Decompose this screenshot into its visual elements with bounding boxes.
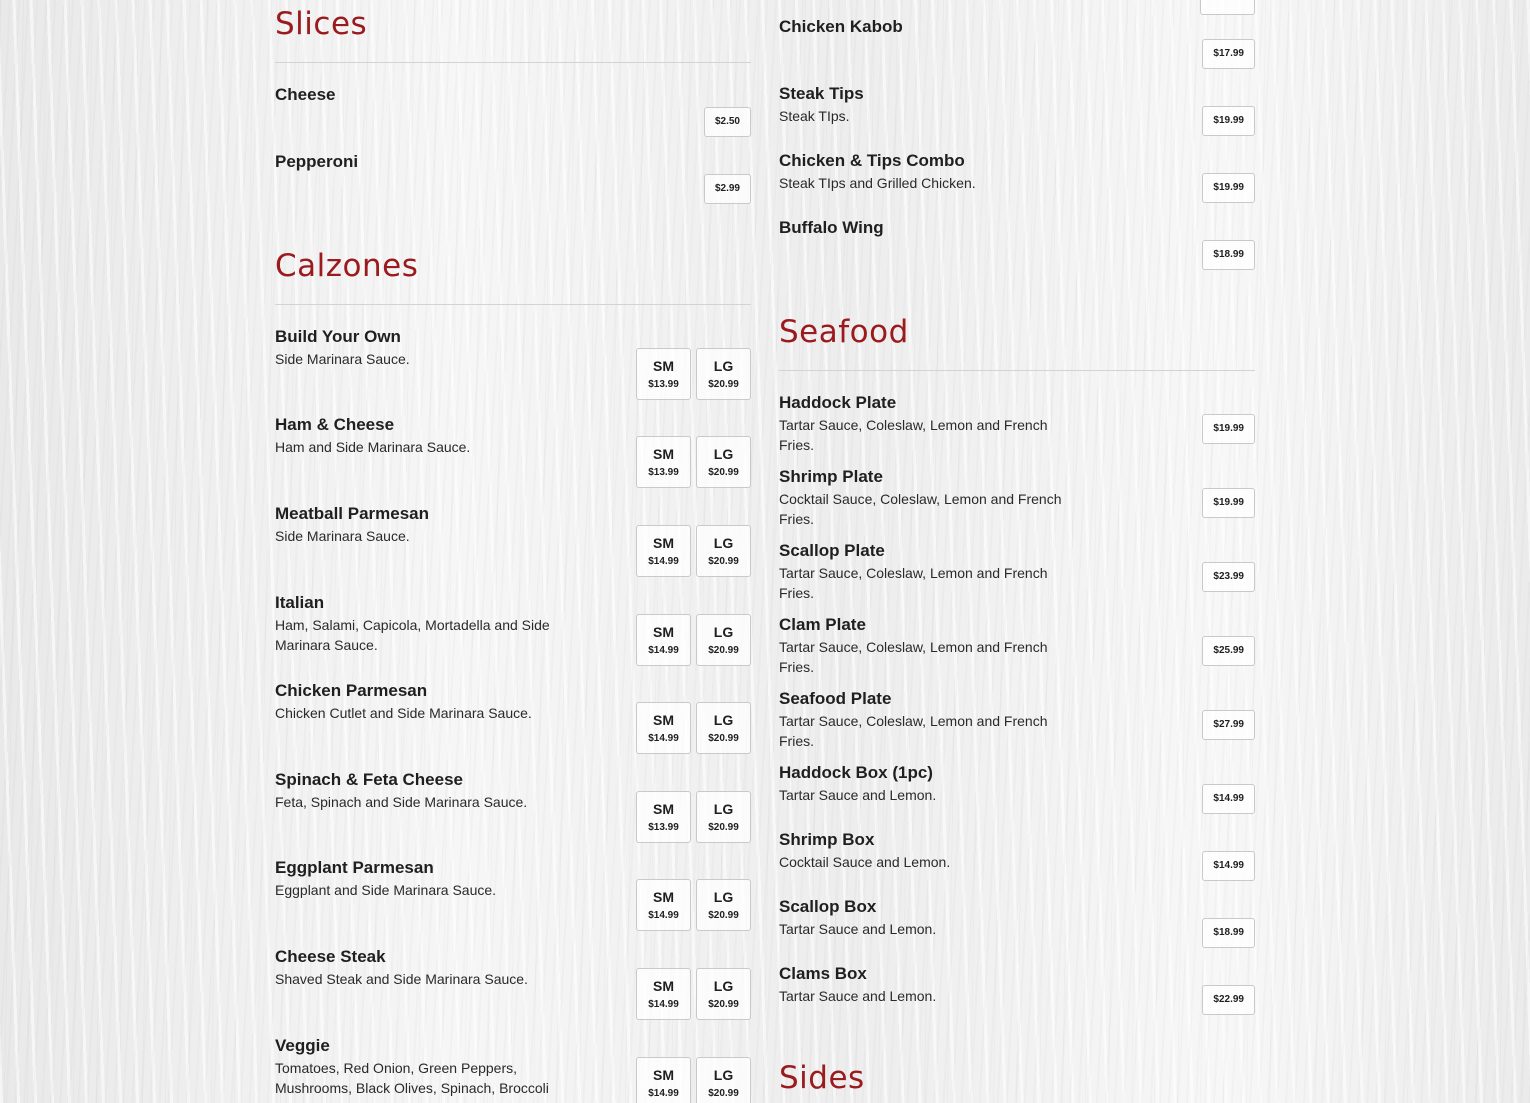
item-name: Cheese Steak [275, 947, 386, 966]
menu-item-calzone[interactable] [275, 947, 751, 1021]
size-price: $13.99 [648, 467, 679, 478]
item-description: Tartar Sauce and Lemon. [779, 988, 937, 1004]
size-label: SM [653, 889, 674, 905]
size-price-options [636, 614, 751, 666]
size-price-options [636, 525, 751, 577]
size-label: SM [653, 358, 674, 374]
price-button[interactable]: $18.99 [1202, 240, 1255, 270]
item-description: Tartar Sauce, Coleslaw, Lemon and French Fries. [779, 639, 1048, 675]
size-price: $14.99 [648, 733, 679, 744]
item-name: Chicken & Tips Combo [779, 151, 965, 170]
category-title-calzones: Calzones [275, 248, 419, 284]
item-name: Haddock Box (1pc) [779, 763, 933, 782]
item-name: Italian [275, 593, 325, 612]
item-name: Veggie [275, 1036, 330, 1055]
menu-item-seafood[interactable] [779, 763, 1255, 815]
item-description: Tartar Sauce, Coleslaw, Lemon and French Fries. [779, 565, 1048, 601]
item-description: Tartar Sauce and Lemon. [779, 787, 937, 803]
category-divider [275, 304, 751, 305]
size-label: LG [713, 978, 734, 994]
item-name: Haddock Plate [779, 393, 897, 412]
size-label: LG [713, 889, 734, 905]
item-description: Steak TIps. [779, 108, 850, 124]
item-name: Buffalo Wing [779, 218, 884, 237]
size-option-large[interactable] [696, 348, 751, 400]
item-name: Meatball Parmesan [275, 504, 430, 523]
item-name: Build Your Own [275, 327, 401, 346]
price-button[interactable]: $2.99 [704, 174, 751, 204]
item-name: Eggplant Parmesan [275, 858, 434, 877]
size-label: LG [713, 446, 734, 462]
price-button[interactable]: $17.99 [1202, 39, 1255, 69]
size-price-options [636, 791, 751, 843]
menu-item-seafood[interactable] [779, 615, 1255, 679]
menu-item-seafood[interactable] [779, 467, 1255, 531]
size-price-options [636, 968, 751, 1020]
item-description: Eggplant and Side Marinara Sauce. [275, 882, 497, 898]
size-price: $20.99 [708, 467, 739, 478]
category-title-slices: Slices [275, 6, 368, 42]
size-label: SM [653, 624, 674, 640]
size-option-large[interactable] [696, 702, 751, 754]
size-option-large[interactable] [696, 791, 751, 843]
menu-item-seafood[interactable] [779, 830, 1255, 882]
menu-item-seafood[interactable] [779, 393, 1255, 457]
size-option-small[interactable] [636, 348, 691, 400]
size-label: SM [653, 978, 674, 994]
item-name: Chicken Kabob [779, 17, 903, 36]
item-name: Spinach & Feta Cheese [275, 770, 464, 789]
size-option-small[interactable] [636, 614, 691, 666]
price-button[interactable]: $14.99 [1202, 851, 1255, 881]
item-name: Ham & Cheese [275, 415, 395, 434]
size-label: LG [713, 801, 734, 817]
size-option-small[interactable] [636, 702, 691, 754]
size-option-large[interactable] [696, 879, 751, 931]
item-name: Scallop Plate [779, 541, 885, 560]
menu-item-calzone[interactable] [275, 770, 751, 844]
price-button[interactable]: $23.99 [1202, 562, 1255, 592]
size-label: SM [653, 1067, 674, 1083]
item-description: Chicken Cutlet and Side Marinara Sauce. [275, 705, 532, 721]
menu-item-seafood[interactable] [779, 689, 1255, 753]
item-name: Pepperoni [275, 152, 359, 171]
size-price: $13.99 [648, 822, 679, 833]
size-option-large[interactable] [696, 968, 751, 1020]
item-description: Ham, Salami, Capicola, Mortadella and Side Marinara Sauce. [275, 617, 550, 653]
menu-item-calzone[interactable] [275, 681, 751, 755]
menu-item-calzone[interactable] [275, 327, 751, 401]
category-divider [275, 62, 751, 63]
size-price: $14.99 [648, 645, 679, 656]
item-name: Chicken Parmesan [275, 681, 428, 700]
item-description: Cocktail Sauce and Lemon. [779, 854, 951, 870]
menu-item-pepperoni-slice[interactable] [275, 152, 751, 204]
menu-item-calzone[interactable] [275, 415, 751, 489]
price-button[interactable] [1200, 0, 1255, 15]
price-button[interactable]: $2.50 [704, 107, 751, 137]
menu-item-cheese-slice[interactable] [275, 85, 751, 137]
size-price-options [636, 348, 751, 400]
size-label: LG [713, 535, 734, 551]
size-option-small[interactable] [636, 791, 691, 843]
size-label: LG [713, 1067, 734, 1083]
size-price: $13.99 [648, 379, 679, 390]
size-price-options [636, 436, 751, 488]
price-button[interactable]: $18.99 [1202, 918, 1255, 948]
menu-item-calzone[interactable] [275, 1036, 751, 1103]
item-description: Tomatoes, Red Onion, Green Peppers, Mushrooms, Black Olives, Spinach, Broccoli [275, 1060, 549, 1096]
item-description: Tartar Sauce, Coleslaw, Lemon and French Fries. [779, 417, 1048, 453]
size-price: $14.99 [648, 556, 679, 567]
item-description: Side Marinara Sauce. [275, 351, 410, 367]
size-label: SM [653, 535, 674, 551]
size-price: $14.99 [648, 1088, 679, 1099]
size-option-large[interactable] [696, 436, 751, 488]
menu-item-entree[interactable] [779, 218, 1255, 270]
size-label: LG [713, 358, 734, 374]
size-price: $20.99 [708, 733, 739, 744]
size-label: LG [713, 712, 734, 728]
item-description: Feta, Spinach and Side Marinara Sauce. [275, 794, 528, 810]
category-title-seafood: Seafood [779, 314, 909, 350]
size-price: $20.99 [708, 1088, 739, 1099]
item-description: Ham and Side Marinara Sauce. [275, 439, 471, 455]
menu-item-seafood[interactable] [779, 897, 1255, 949]
size-option-large[interactable] [696, 525, 751, 577]
size-label: SM [653, 801, 674, 817]
size-label: SM [653, 446, 674, 462]
menu-item-entree[interactable] [779, 17, 1255, 69]
item-name: Steak Tips [779, 84, 864, 103]
price-button[interactable]: $14.99 [1202, 784, 1255, 814]
item-name: Seafood Plate [779, 689, 892, 708]
price-button[interactable]: $19.99 [1202, 488, 1255, 518]
category-divider [779, 370, 1255, 371]
price-button[interactable]: $27.99 [1202, 710, 1255, 740]
size-price: $14.99 [648, 910, 679, 921]
size-price-options [636, 702, 751, 754]
size-price: $20.99 [708, 645, 739, 656]
menu-item-calzone[interactable] [275, 593, 751, 667]
item-description: Side Marinara Sauce. [275, 528, 410, 544]
item-name: Shrimp Box [779, 830, 875, 849]
menu-item-seafood[interactable] [779, 541, 1255, 605]
item-name: Scallop Box [779, 897, 877, 916]
size-label: SM [653, 712, 674, 728]
size-price: $20.99 [708, 910, 739, 921]
size-option-small[interactable] [636, 436, 691, 488]
item-description: Steak TIps and Grilled Chicken. [779, 175, 976, 191]
item-name: Shrimp Plate [779, 467, 883, 486]
size-option-small[interactable] [636, 879, 691, 931]
size-option-small[interactable] [636, 1057, 691, 1103]
size-price: $20.99 [708, 999, 739, 1010]
item-name: Cheese [275, 85, 336, 104]
size-label: LG [713, 624, 734, 640]
price-button[interactable]: $19.99 [1202, 414, 1255, 444]
price-button[interactable]: $19.99 [1202, 106, 1255, 136]
menu-item-calzone[interactable] [275, 858, 751, 932]
item-description: Cocktail Sauce, Coleslaw, Lemon and French Fries. [779, 491, 1062, 527]
category-title-sides: Sides [779, 1060, 865, 1096]
menu-item-seafood[interactable] [779, 964, 1255, 1016]
price-button[interactable]: $25.99 [1202, 636, 1255, 666]
item-name: Clam Plate [779, 615, 866, 634]
size-option-small[interactable] [636, 525, 691, 577]
item-description: Tartar Sauce and Lemon. [779, 921, 937, 937]
menu-item-calzone[interactable] [275, 504, 751, 578]
item-description: Shaved Steak and Side Marinara Sauce. [275, 971, 528, 987]
item-description: Tartar Sauce, Coleslaw, Lemon and French Fries. [779, 713, 1048, 749]
size-price: $20.99 [708, 822, 739, 833]
menu-item-entree[interactable] [779, 84, 1255, 136]
menu-item-entree[interactable] [779, 151, 1255, 203]
size-option-large[interactable] [696, 1057, 751, 1103]
size-price-options [636, 1057, 751, 1103]
size-price: $20.99 [708, 379, 739, 390]
item-name: Clams Box [779, 964, 867, 983]
size-price: $20.99 [708, 556, 739, 567]
size-option-large[interactable] [696, 614, 751, 666]
price-button[interactable]: $19.99 [1202, 173, 1255, 203]
size-option-small[interactable] [636, 968, 691, 1020]
price-button[interactable]: $22.99 [1202, 985, 1255, 1015]
size-price: $14.99 [648, 999, 679, 1010]
size-price-options [636, 879, 751, 931]
